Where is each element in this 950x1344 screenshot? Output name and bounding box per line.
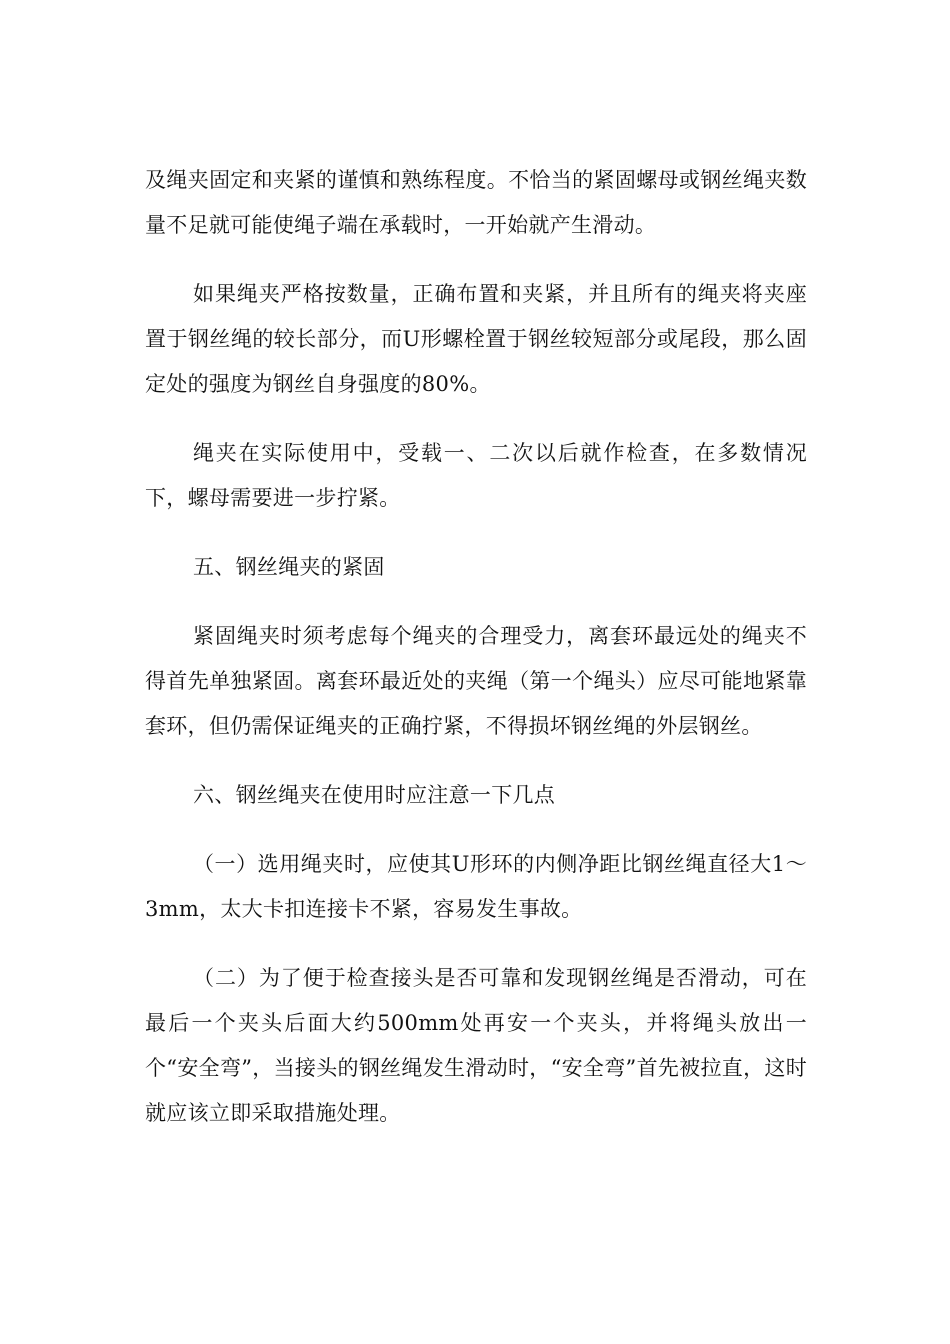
paragraph-item-2: （二）为了便于检查接头是否可靠和发现钢丝绳是否滑动，可在最后一个夹头后面大约500mm处再安一个夹头，并将绳头放出一个“安全弯”，当接头的钢丝绳发生滑动时，“安全弯”首先被拉直，这时就应该立即采取措施处理。	[145, 966, 807, 1125]
paragraph-item-1: （一）选用绳夹时，应使其U形环的内侧净距比钢丝绳直径大1～3mm，太大卡扣连接卡不紧，容易发生事故。	[145, 852, 807, 921]
paragraph-clamp-strength: 如果绳夹严格按数量，正确布置和夹紧，并且所有的绳夹将夹座置于钢丝绳的较长部分，而U形螺栓置于钢丝较短部分或尾段，那么固定处的强度为钢丝自身强度的80%。	[145, 282, 807, 396]
document-body	[145, 158, 807, 1160]
paragraph-inspection: 绳夹在实际使用中，受载一、二次以后就作检查，在多数情况下，螺母需要进一步拧紧。	[145, 441, 807, 510]
paragraph-continuation: 及绳夹固定和夹紧的谨慎和熟练程度。不恰当的紧固螺母或钢丝绳夹数量不足就可能使绳子端在承载时，一开始就产生滑动。	[145, 168, 807, 237]
section-heading-6: 六、钢丝绳夹在使用时应注意一下几点	[193, 783, 556, 807]
section-heading-5: 五、钢丝绳夹的紧固	[193, 555, 385, 579]
paragraph-tightening: 紧固绳夹时须考虑每个绳夹的合理受力，离套环最远处的绳夹不得首先单独紧固。离套环最近处的夹绳（第一个绳头）应尽可能地紧靠套环，但仍需保证绳夹的正确拧紧，不得损坏钢丝绳的外层钢丝。	[145, 624, 807, 738]
